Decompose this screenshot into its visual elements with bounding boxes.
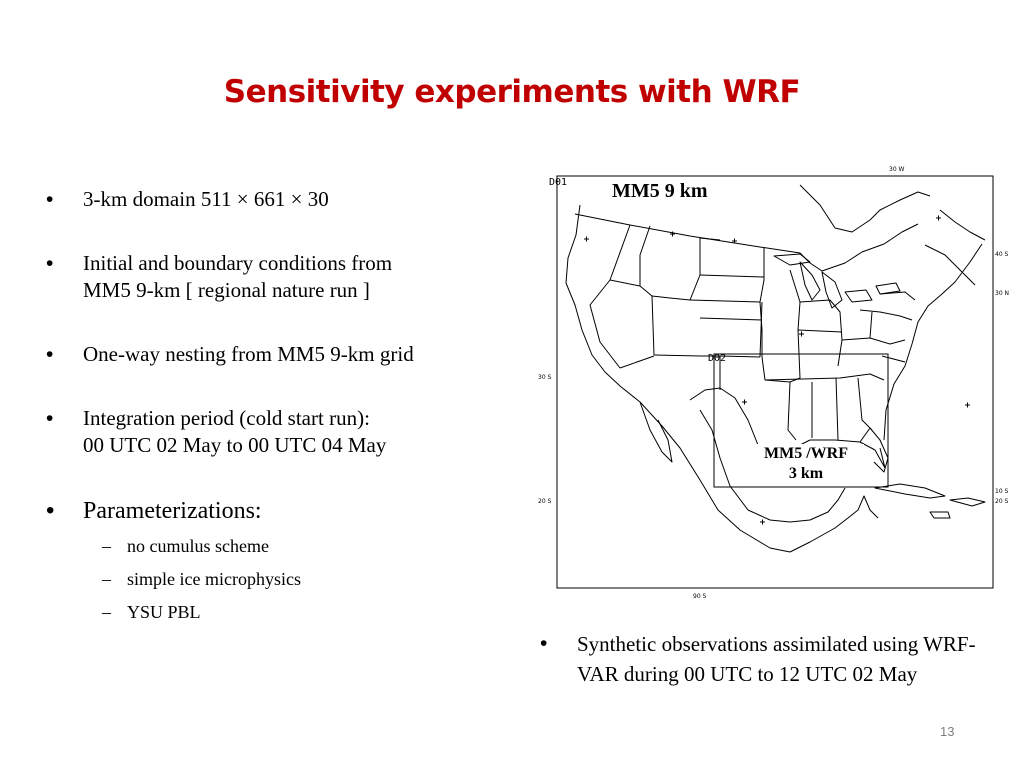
bullet-ic-line2: MM5 9-km [ regional nature run ] [83, 278, 370, 302]
inner-label-line2: 3 km [788, 465, 824, 482]
outer-domain-code: D01 [549, 177, 568, 188]
sub-item [46, 596, 516, 629]
lat-label: 20 S [995, 498, 1009, 505]
lon-label: 90 S [693, 593, 707, 600]
lat-label: 30 N [995, 290, 1010, 297]
sub-item-text: simple ice microphysics [127, 569, 301, 589]
bullet-marker: • [46, 252, 54, 275]
sub-item-text: no cumulus scheme [127, 536, 269, 556]
bullet-nesting-text: One-way nesting from MM5 9-km grid [83, 342, 414, 366]
slide-title: Sensitivity experiments with WRF [223, 74, 801, 110]
outer-domain-frame [557, 176, 993, 588]
sub-item-text: YSU PBL [127, 602, 201, 622]
bullet-integration-period [46, 405, 516, 459]
inner-label-line1: MM5 /WRF [764, 445, 848, 462]
bullet-synthetic-observations [540, 629, 1010, 689]
inner-domain-label [748, 444, 864, 484]
sub-marker: – [102, 602, 111, 622]
bullet-domain [46, 186, 516, 213]
bullet-marker: • [540, 632, 548, 655]
bullet-nesting [46, 341, 516, 368]
sub-marker: – [102, 536, 111, 556]
bullet-domain-text: 3-km domain 511 × 661 × 30 [83, 187, 329, 211]
page-number: 13 [940, 724, 955, 739]
sub-item [46, 563, 516, 596]
bullet-marker: • [46, 497, 55, 524]
bullet-initial-conditions [46, 250, 516, 304]
bullet-synthetic-text: Synthetic observations assimilated using WRF-VAR during 00 UTC to 12 UTC 02 May [577, 632, 976, 686]
lon-label: 30 W [889, 166, 905, 173]
lat-label: 10 S [995, 488, 1009, 495]
bullet-parameterizations [46, 496, 516, 526]
bullet-marker: • [46, 407, 54, 430]
bullet-list [46, 186, 516, 629]
lat-label: 30 S [538, 374, 552, 381]
lat-label: 20 S [538, 498, 552, 505]
bullet-period-line2: 00 UTC 02 May to 00 UTC 04 May [83, 433, 387, 457]
inner-domain-code: D02 [708, 353, 727, 364]
bullet-period-line1: Integration period (cold start run): [83, 406, 370, 430]
domain-map [533, 166, 1010, 604]
lat-label: 40 S [995, 251, 1009, 258]
outer-domain-label: MM5 9 km [612, 180, 708, 202]
bullet-marker: • [46, 188, 54, 211]
sub-item [46, 530, 516, 563]
bullet-ic-line1: Initial and boundary conditions from [83, 251, 393, 275]
map-linework [566, 185, 985, 552]
bullet-param-text: Parameterizations: [83, 498, 262, 524]
bullet-marker: • [46, 343, 54, 366]
sub-marker: – [102, 569, 111, 589]
